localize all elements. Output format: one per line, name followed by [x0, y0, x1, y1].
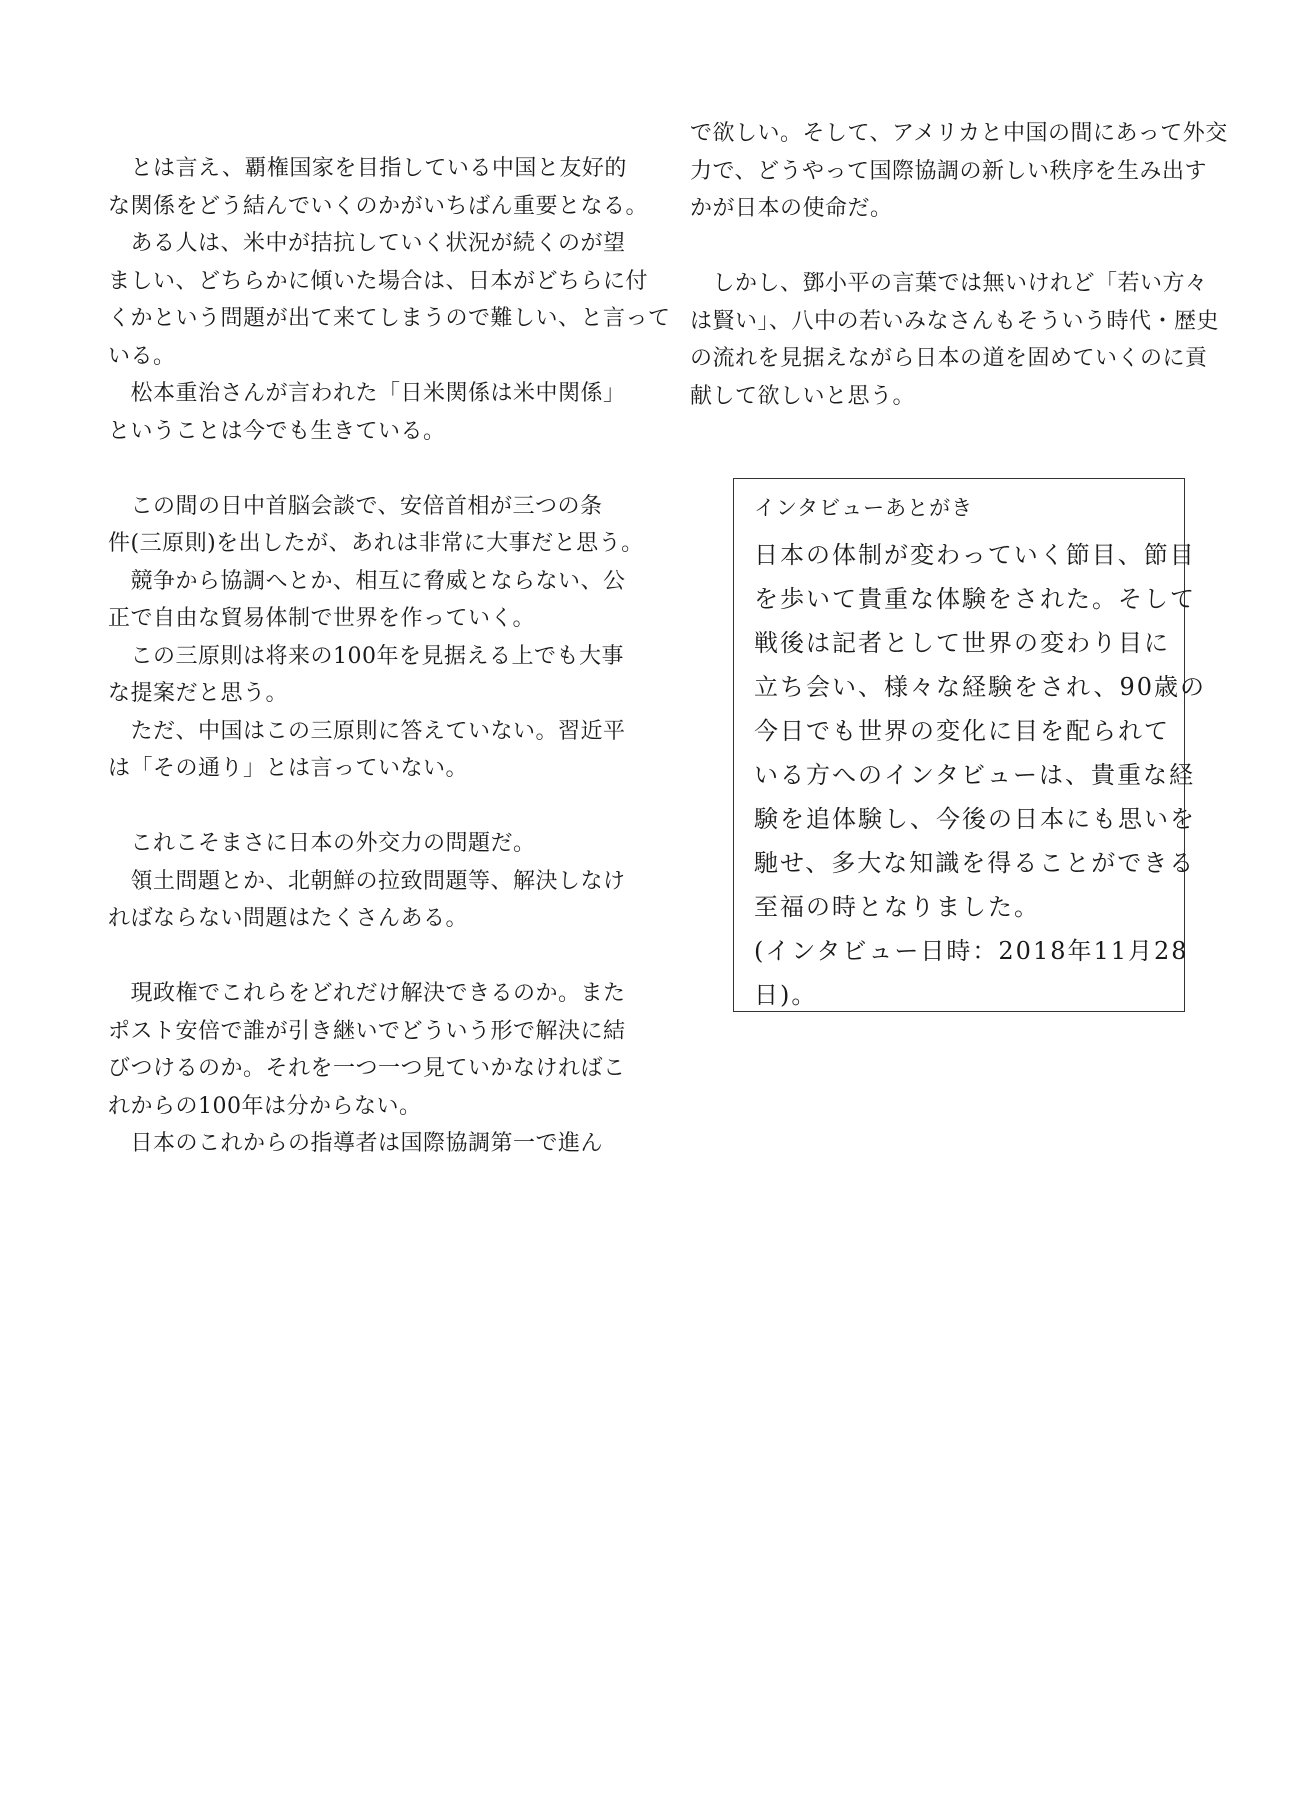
text-line: は賢い」、八中の若いみなさんもそういう時代・歴史 [690, 308, 1220, 334]
text-line: の流れを見据えながら日本の道を固めていくのに貢 [690, 346, 1208, 371]
text-line: ただ、中国はこの三原則に答えていない。習近平 [108, 718, 626, 744]
text-line: この三原則は将来の100年を見据える上でも大事 [108, 643, 624, 669]
text-line: 領土問題とか、北朝鮮の拉致問題等、解決しなけ [108, 868, 626, 894]
afterword-line: 日)。 [754, 981, 818, 1009]
afterword-line: 今日でも世界の変化に目を配られて [754, 717, 1170, 745]
text-line: 競争から協調へとか、相互に脅威とならない、公 [108, 568, 626, 594]
afterword-line: 戦後は記者として世界の変わり目に [754, 629, 1170, 657]
text-line: かが日本の使命だ。 [690, 196, 893, 221]
text-line: な関係をどう結んでいくのかがいちばん重要となる。 [108, 193, 649, 219]
text-line: ポスト安倍で誰が引き継いでどういう形で解決に結 [108, 1018, 626, 1044]
afterword-line: 至福の時となりました。 [754, 893, 1040, 921]
text-line: この間の日中首脳会談で、安倍首相が三つの条 [108, 493, 603, 519]
text-line: 正で自由な貿易体制で世界を作っていく。 [108, 606, 536, 631]
text-line: くかという問題が出て来てしまうので難しい、と言って [108, 306, 671, 331]
afterword-line: 馳せ、多大な知識を得ることができる [754, 849, 1196, 877]
afterword-line: 験を追体験し、今後の日本にも思いを [754, 805, 1196, 833]
afterword-box [733, 478, 1206, 1012]
text-line: これこそまさに日本の外交力の問題だ。 [108, 831, 536, 856]
text-line: ましい、どちらかに傾いた場合は、日本がどちらに付 [108, 268, 649, 294]
text-line: 件(三原則)を出したが、あれは非常に大事だと思う。 [108, 531, 644, 556]
text-line: とは言え、覇権国家を目指している中国と友好的 [108, 156, 627, 181]
text-line: ということは今でも生きている。 [108, 418, 446, 444]
text-line: 献して欲しいと思う。 [690, 383, 916, 409]
left-text-column [108, 150, 671, 1163]
text-line: びつけるのか。それを一つ一つ見ていかなければこ [108, 1056, 626, 1081]
afterword-line: いる方へのインタビューは、貴重な経 [754, 761, 1196, 789]
text-line: れからの100年は分からない。 [108, 1093, 422, 1119]
text-line: 松本重治さんが言われた「日米関係は米中関係」 [108, 381, 626, 406]
right-text-column [690, 115, 1230, 415]
text-line: ればならない問題はたくさんある。 [108, 906, 469, 931]
paragraph-gap [108, 450, 628, 488]
text-line: いる。 [108, 343, 176, 369]
afterword-line: 日本の体制が変わっていく節目、節目 [754, 541, 1196, 569]
afterword-line: を歩いて貴重な体験をされた。そして [754, 585, 1196, 613]
text-line: で欲しい。そして、アメリカと中国の間にあって外交 [690, 121, 1228, 146]
afterword-title: インタビューあとがき [754, 496, 974, 520]
text-line: な提案だと思う。 [108, 681, 289, 706]
text-line: しかし、鄧小平の言葉では無いけれど「若い方々 [690, 271, 1208, 296]
text-line: ある人は、米中が拮抗していく状況が続くのが望 [108, 231, 626, 256]
paragraph-gap [108, 938, 628, 976]
text-line: 現政権でこれらをどれだけ解決できるのか。また [108, 981, 626, 1006]
paragraph-gap [690, 228, 1230, 266]
text-line: 日本のこれからの指導者は国際協調第一で進ん [108, 1131, 604, 1156]
text-line: は「その通り」とは言っていない。 [108, 756, 469, 781]
afterword-line: 立ち会い、様々な経験をされ、90歳の [754, 673, 1206, 701]
text-line: 力で、どうやって国際協調の新しい秩序を生み出す [690, 158, 1208, 184]
afterword-line: (インタビュー日時：2018年11月28 [754, 937, 1189, 965]
paragraph-gap [108, 788, 628, 826]
